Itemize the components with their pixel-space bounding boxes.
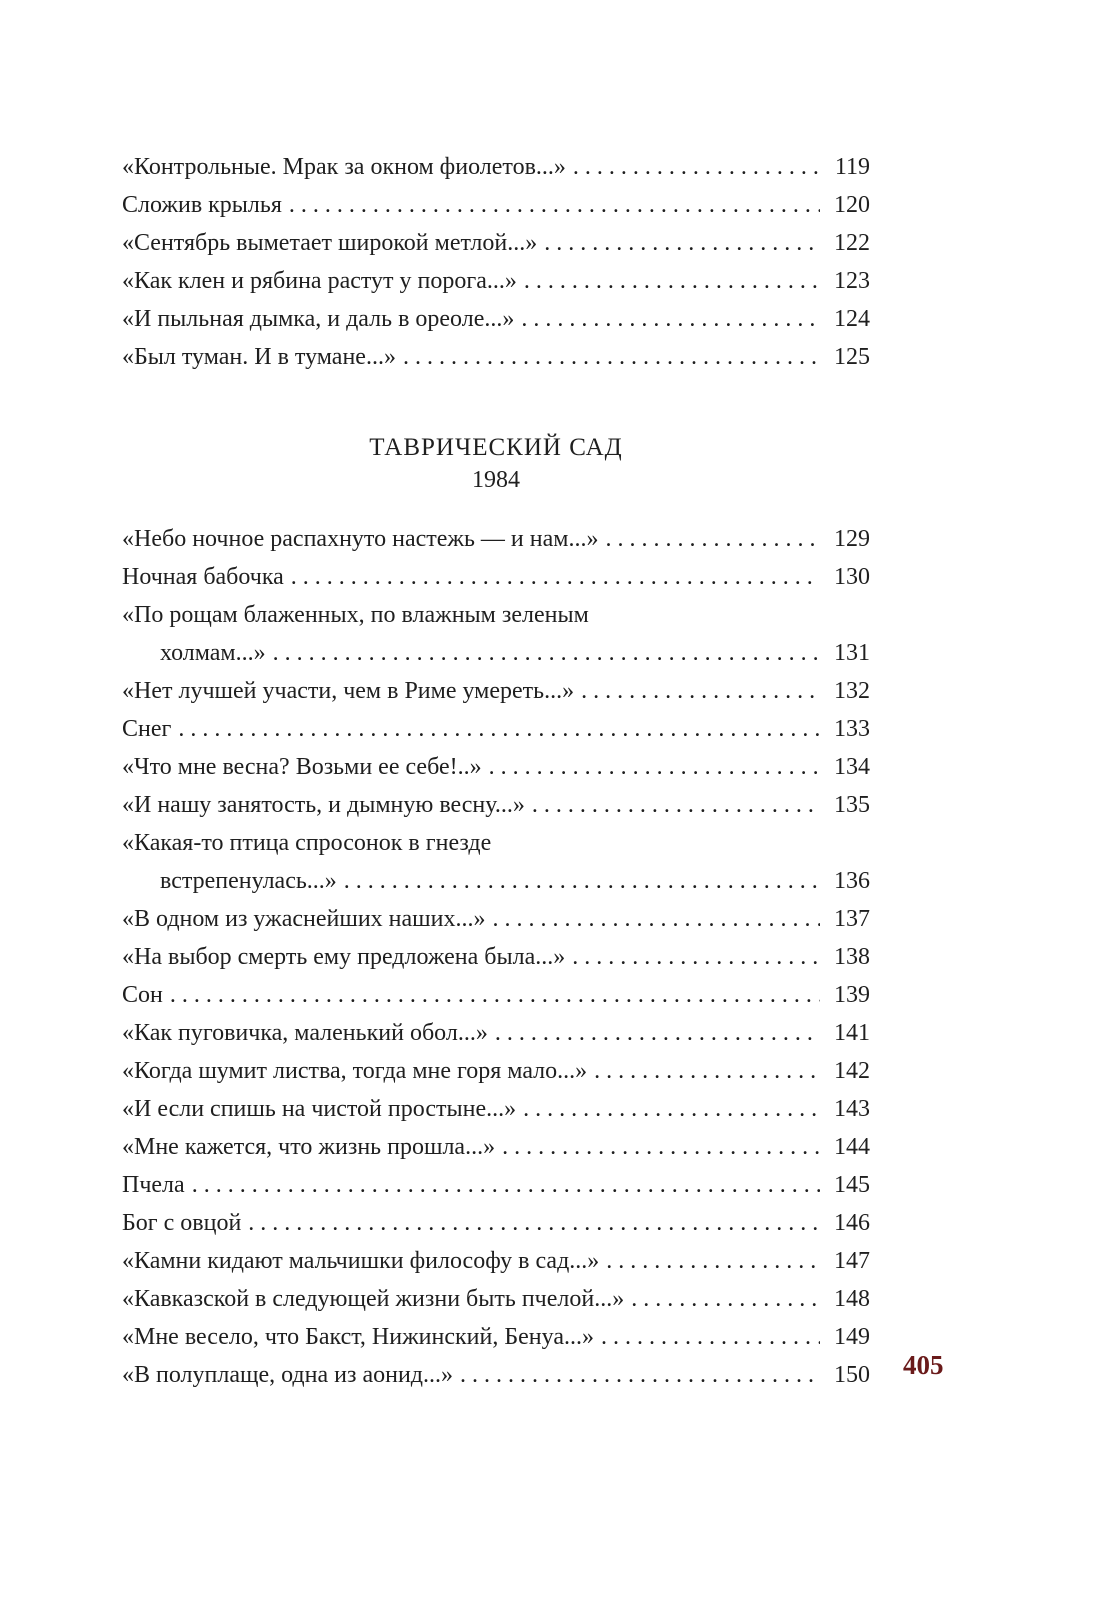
- toc-entry-page: 141: [834, 1020, 870, 1046]
- toc-entry-title: «Нет лучшей участи, чем в Риме умереть...»: [122, 678, 575, 704]
- dot-leader: [631, 1280, 820, 1318]
- toc-entry-row: [122, 786, 870, 824]
- toc-entry-title: «Кавказской в следующей жизни быть пчелой...»: [122, 1286, 625, 1312]
- toc-entry: [122, 300, 870, 338]
- toc-entry-page: 142: [834, 1058, 870, 1084]
- dot-leader: [344, 862, 820, 900]
- toc-entry: [122, 900, 870, 938]
- dot-leader: [502, 1128, 820, 1166]
- toc-entry-row: [122, 558, 870, 596]
- toc-entry-title: «Сентябрь выметает широкой метлой...»: [122, 230, 538, 256]
- toc-entry: [122, 1128, 870, 1166]
- toc-entry-row: [122, 634, 870, 672]
- dot-leader: [606, 1242, 820, 1280]
- toc-entry: [122, 1090, 870, 1128]
- toc-entry-title: встрепенулась...»: [160, 868, 337, 894]
- toc-entry-title: «Мне весело, что Бакст, Нижинский, Бенуа...»: [122, 1324, 594, 1350]
- toc-entry-row: [122, 1166, 870, 1204]
- toc-entry-page: 125: [834, 344, 870, 370]
- toc-entry-title: «Был туман. И в тумане...»: [122, 344, 396, 370]
- toc-entry-row: [122, 520, 870, 558]
- toc-entry-title: «Как пуговичка, маленький обол...»: [122, 1020, 488, 1046]
- toc-entry-row: [122, 262, 870, 300]
- dot-leader: [495, 1014, 820, 1052]
- toc-entry-list: [122, 148, 870, 376]
- toc-entry-row: [122, 1204, 870, 1242]
- toc-entry-title: Сложив крылья: [122, 192, 282, 218]
- toc-entry-title: «Что мне весна? Возьми ее себе!..»: [122, 754, 482, 780]
- toc-entry-page: 149: [834, 1324, 870, 1350]
- dot-leader: [273, 634, 820, 672]
- toc-entry: [122, 1242, 870, 1280]
- toc-entry-title: холмам...»: [160, 640, 266, 666]
- toc-entry-title-line: «По рощам блаженных, по влажным зеленым: [122, 602, 589, 628]
- toc-entry: [122, 558, 870, 596]
- toc-entry-title: «Контрольные. Мрак за окном фиолетов...»: [122, 154, 566, 180]
- dot-leader: [544, 224, 820, 262]
- toc-entry: [122, 1280, 870, 1318]
- toc-entry-title: «И если спишь на чистой простыне...»: [122, 1096, 517, 1122]
- toc-entry-row: [122, 1090, 870, 1128]
- toc-entry: [122, 710, 870, 748]
- toc-entry-page: 147: [834, 1248, 870, 1274]
- toc-entry-row: [122, 1280, 870, 1318]
- section-heading: [122, 432, 870, 496]
- dot-leader: [492, 900, 820, 938]
- toc-entry: [122, 596, 870, 672]
- toc-entry-title: «И нашу занятость, и дымную весну...»: [122, 792, 525, 818]
- toc-entry-row: [122, 1128, 870, 1166]
- dot-leader: [524, 262, 820, 300]
- toc-entry-row: [122, 672, 870, 710]
- toc-entry: [122, 1318, 870, 1356]
- toc-entry-page: 130: [834, 564, 870, 590]
- dot-leader: [601, 1318, 820, 1356]
- toc-entry: [122, 186, 870, 224]
- toc-entry-row: [122, 1242, 870, 1280]
- toc-entry-row: [122, 1014, 870, 1052]
- toc-entry: [122, 976, 870, 1014]
- section-year: 1984: [472, 467, 520, 493]
- toc-entry-row: [122, 710, 870, 748]
- toc-entry-title: «И пыльная дымка, и даль в ореоле...»: [122, 306, 515, 332]
- toc-entry: [122, 748, 870, 786]
- toc-entry-page: 144: [834, 1134, 870, 1160]
- toc-entry-title: «Как клен и рябина растут у порога...»: [122, 268, 517, 294]
- toc-entry-row: [122, 938, 870, 976]
- toc-entry-page: 132: [834, 678, 870, 704]
- toc-entry-row: [122, 1052, 870, 1090]
- toc-entry-page: 120: [834, 192, 870, 218]
- toc-entry: [122, 1052, 870, 1090]
- toc-entry-row: [122, 1356, 870, 1394]
- toc-entry-row: [122, 1318, 870, 1356]
- toc-entry: [122, 672, 870, 710]
- toc-entry-page: 139: [834, 982, 870, 1008]
- toc-entry: [122, 938, 870, 976]
- toc-entry-page: 143: [834, 1096, 870, 1122]
- toc-entry: [122, 338, 870, 376]
- toc-entry: [122, 1014, 870, 1052]
- dot-leader: [291, 558, 820, 596]
- toc-entry-page: 131: [834, 640, 870, 666]
- toc-entry-page: 135: [834, 792, 870, 818]
- toc-entry-page: 122: [834, 230, 870, 256]
- toc-entry-page: 133: [834, 716, 870, 742]
- toc-entry-title: «В полуплаще, одна из аонид...»: [122, 1362, 454, 1388]
- dot-leader: [572, 938, 820, 976]
- toc-entry-page: 129: [834, 526, 870, 552]
- toc-entry: [122, 786, 870, 824]
- toc-entry-page: 150: [834, 1362, 870, 1388]
- page-number-folio: 405: [903, 1350, 944, 1380]
- toc-entry-page: 148: [834, 1286, 870, 1312]
- dot-leader: [581, 672, 820, 710]
- toc-entry-title: Ночная бабочка: [122, 564, 284, 590]
- toc-entry: [122, 1356, 870, 1394]
- toc-entry-page: 123: [834, 268, 870, 294]
- dot-leader: [532, 786, 820, 824]
- toc-entry-row: [122, 976, 870, 1014]
- toc-entry-title: Сон: [122, 982, 163, 1008]
- toc-entry-page: 146: [834, 1210, 870, 1236]
- dot-leader: [170, 976, 820, 1014]
- dot-leader: [289, 186, 820, 224]
- toc-entry-title-line: «Какая-то птица спросонок в гнезде: [122, 830, 492, 856]
- toc-entry-row: [122, 148, 870, 186]
- toc-entry: [122, 824, 870, 900]
- toc-entry-page: 145: [834, 1172, 870, 1198]
- dot-leader: [605, 520, 820, 558]
- toc-entry-title: Бог с овцой: [122, 1210, 242, 1236]
- toc-entry: [122, 148, 870, 186]
- toc-entry-page: 136: [834, 868, 870, 894]
- dot-leader: [403, 338, 820, 376]
- toc-entry-page: 119: [834, 154, 870, 180]
- toc-entry-row: [122, 186, 870, 224]
- toc-entry-list: [122, 520, 870, 1394]
- toc-entry-page: 134: [834, 754, 870, 780]
- toc-entry-title: «Когда шумит листва, тогда мне горя мало...»: [122, 1058, 588, 1084]
- toc-entry-page: 124: [834, 306, 870, 332]
- dot-leader: [594, 1052, 820, 1090]
- toc-entry-row: [122, 900, 870, 938]
- toc-entry-title: «Мне кажется, что жизнь прошла...»: [122, 1134, 496, 1160]
- dot-leader: [192, 1166, 820, 1204]
- toc-entry-title: Снег: [122, 716, 172, 742]
- toc-entry-title: Пчела: [122, 1172, 185, 1198]
- toc-entry-page: 137: [834, 906, 870, 932]
- dot-leader: [523, 1090, 820, 1128]
- toc-entry-page: 138: [834, 944, 870, 970]
- toc-entry-title: «На выбор смерть ему предложена была...»: [122, 944, 566, 970]
- toc-entry-title: «Небо ночное распахнуто настежь — и нам...»: [122, 526, 599, 552]
- toc-entry-row: [122, 224, 870, 262]
- toc-entry-title: «Камни кидают мальчишки философу в сад...»: [122, 1248, 600, 1274]
- toc-entry: [122, 1204, 870, 1242]
- dot-leader: [489, 748, 820, 786]
- dot-leader: [460, 1356, 820, 1394]
- dot-leader: [178, 710, 820, 748]
- toc-entry-row: [122, 748, 870, 786]
- dot-leader: [573, 148, 820, 186]
- section-title: ТАВРИЧЕСКИЙ САД: [369, 434, 623, 461]
- toc-entry-title: «В одном из ужаснейших наших...»: [122, 906, 486, 932]
- dot-leader: [521, 300, 820, 338]
- toc-entry: [122, 1166, 870, 1204]
- toc-entry-row: [122, 338, 870, 376]
- toc-entry-row: [122, 862, 870, 900]
- toc-entry-row: [122, 300, 870, 338]
- dot-leader: [248, 1204, 820, 1242]
- toc-entry: [122, 224, 870, 262]
- toc-entry: [122, 262, 870, 300]
- toc-entry: [122, 520, 870, 558]
